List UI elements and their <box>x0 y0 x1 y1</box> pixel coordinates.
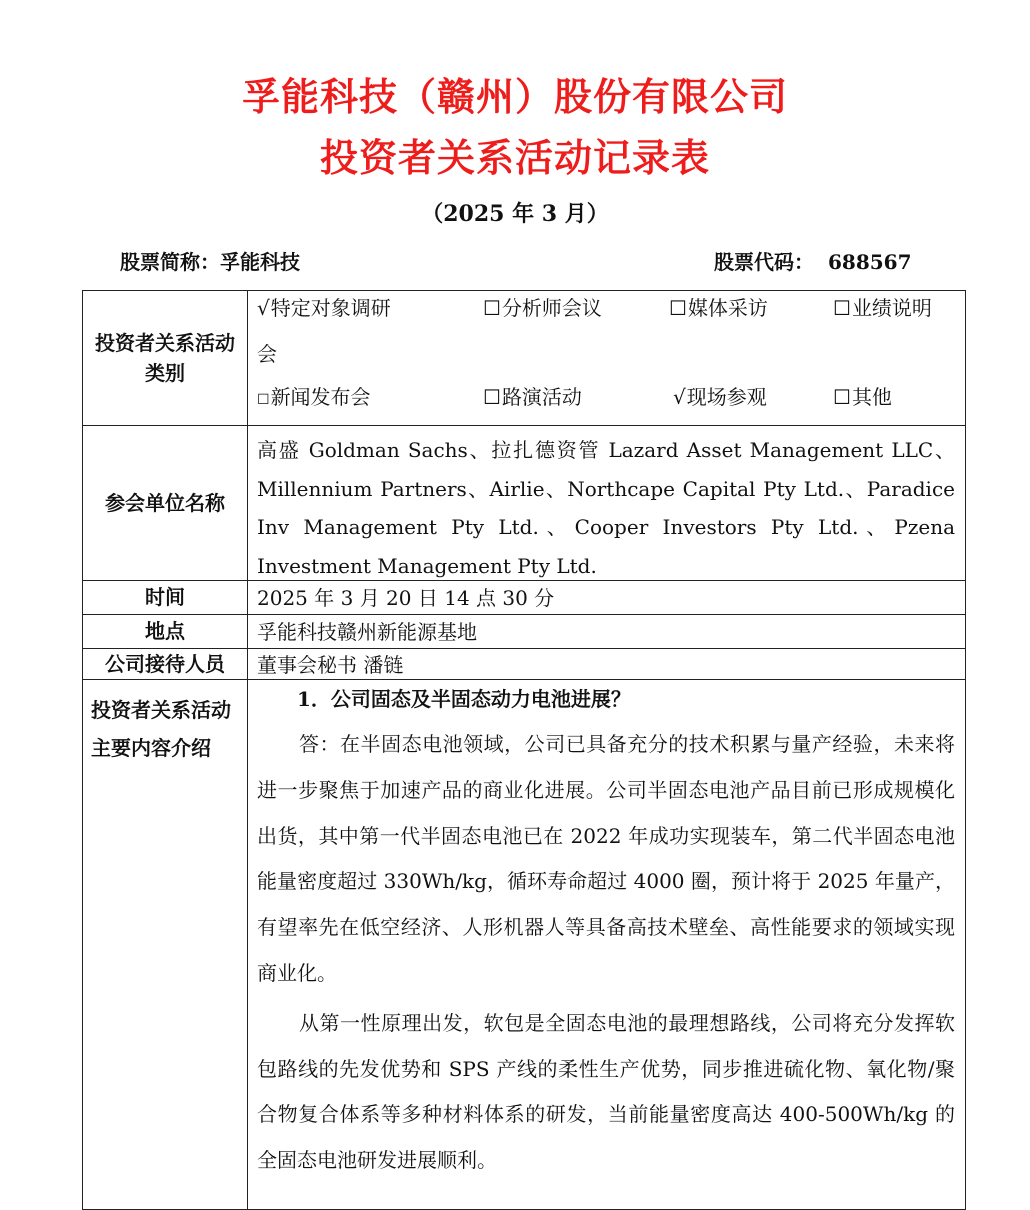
activity-type-label <box>83 291 247 425</box>
stock-code-value: 688567 <box>828 250 912 274</box>
stock-code <box>714 246 912 278</box>
location-label: 地点 <box>145 619 185 643</box>
activity-type-label-text: 投资者关系活动类别 <box>95 331 235 385</box>
document-title: 投资者关系活动记录表 <box>319 135 710 180</box>
content-label: 投资者关系活动主要内容介绍 <box>91 698 231 760</box>
checkbox-icon: ☐ <box>833 385 851 409</box>
option-media-interview[interactable] <box>669 293 768 323</box>
checkbox-icon: ☐ <box>483 385 501 409</box>
stock-code-label: 股票代码： <box>714 250 814 274</box>
document-date: （2025 年 3 月） <box>421 201 609 227</box>
checkbox-icon: ☐ <box>669 296 687 320</box>
checked-mark-icon: √ <box>257 296 270 320</box>
table-column-divider <box>247 291 248 1209</box>
option-label: 业绩说明 <box>851 296 932 320</box>
record-table <box>82 290 966 1210</box>
checkbox-icon: ☐ <box>833 296 851 320</box>
company-title: 孚能科技（赣州）股份有限公司 <box>241 74 788 119</box>
option-earnings-briefing[interactable] <box>833 293 932 323</box>
time-label: 时间 <box>145 585 185 609</box>
question-1: 1．公司固态及半固态动力电池进展？ <box>297 687 631 711</box>
checkbox-icon: ☐ <box>257 392 270 408</box>
answer-1-paragraph-2: 从第一性原理出发，软包是全固态电池的最理想路线，公司将充分发挥软包路线的先发优势和 SPS 产线的柔性生产优势，同步推进硫化物、氧化物/聚合物复合体系等多种材料体系的研发，当前能量密度高达 400-500Wh/kg 的全固态电池研发进展顺利。 <box>257 1010 955 1173</box>
option-analyst-meeting[interactable] <box>483 293 602 323</box>
location-value: 孚能科技赣州新能源基地 <box>257 620 477 644</box>
option-label: 分析师会议 <box>501 296 602 320</box>
option-site-visit[interactable] <box>673 382 767 412</box>
option-other[interactable] <box>833 382 892 412</box>
option-label: 媒体采访 <box>687 296 768 320</box>
option-label: 其他 <box>851 385 892 409</box>
option-label: 现场参观 <box>686 385 767 409</box>
staff-label: 公司接待人员 <box>105 651 225 676</box>
option-earnings-briefing-continued <box>257 339 277 369</box>
answer-1-paragraph-1: 答：在半固态电池领域，公司已具备充分的技术积累与量产经验，未来将进一步聚焦于加速产品的商业化进展。公司半固态电池产品目前已形成规模化出货，其中第一代半固态电池已在 2022 年成功实现装车，第二代半固态电池能量密度超过 330Wh/kg，循环寿命超过 4000 圈，预计将于 2025 年量产，有望率先在低空经济、人形机器人等具备高技术壁垒、高性能要求的领域实现商业化。 <box>257 732 955 985</box>
option-specific-research[interactable] <box>257 293 391 323</box>
checked-mark-icon: √ <box>673 385 686 409</box>
checkbox-icon: ☐ <box>483 296 501 320</box>
stock-name: 股票简称：孚能科技 <box>120 250 300 274</box>
option-label: 会 <box>257 342 277 366</box>
option-press-conference[interactable] <box>257 382 371 415</box>
option-label: 路演活动 <box>501 385 582 409</box>
table-row-divider <box>83 679 965 680</box>
option-roadshow[interactable] <box>483 382 582 412</box>
content-body <box>257 684 955 1184</box>
option-label: 新闻发布会 <box>270 385 371 409</box>
staff-value: 董事会秘书 潘链 <box>257 653 404 677</box>
participants-value: 高盛 Goldman Sachs、拉扎德资管 Lazard Asset Management LLC、Millennium Partners、Airlie、Northcape Capital Pty Ltd.、Paradice Inv Management Pty Ltd.、Cooper Investors Pty Ltd.、Pzena Investment Management Pty Ltd. <box>257 438 955 578</box>
option-label: 特定对象调研 <box>270 296 391 320</box>
participants-label: 参会单位名称 <box>105 490 225 515</box>
time-value: 2025 年 3 月 20 日 14 点 30 分 <box>257 586 555 610</box>
